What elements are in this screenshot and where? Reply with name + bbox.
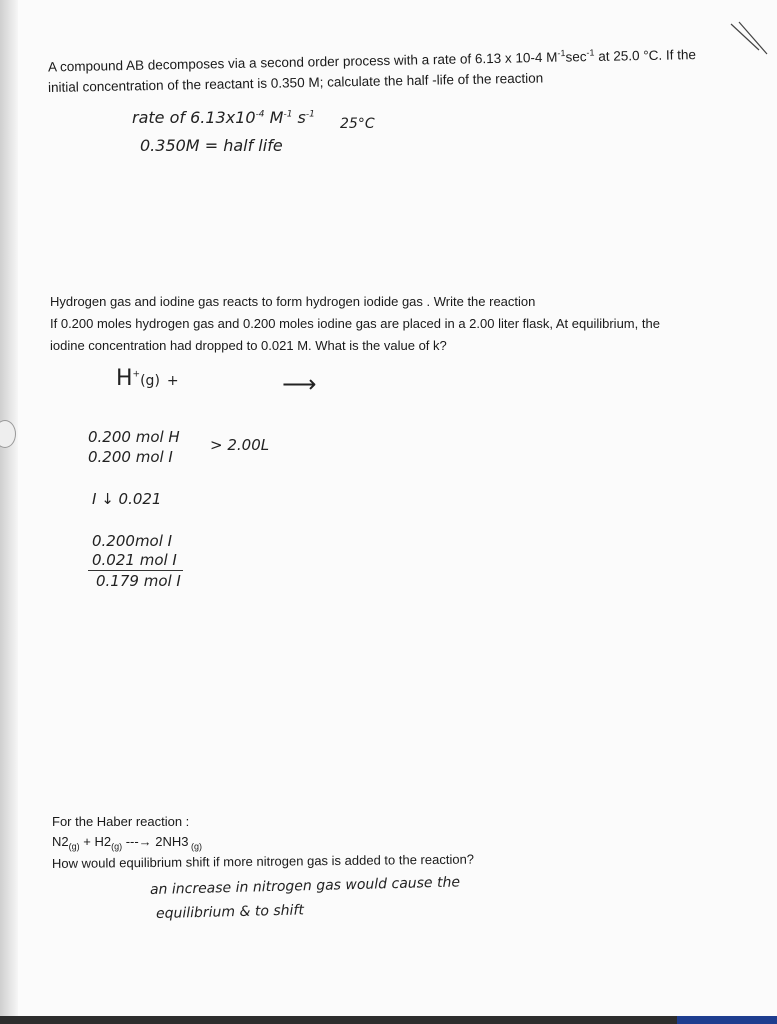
q2-answer-mol-h: 0.200 mol H	[88, 428, 180, 446]
q1-line2: initial concentration of the reactant is 0.350 M; calculate the half -life of the reaction	[47, 70, 544, 95]
q1-answer-rate: rate of $6.13x10^{-4}$ $M^{-1}$ $s^{-1}$	[132, 108, 315, 127]
q2-answer-calc3: 0.179 mol I	[96, 572, 181, 590]
bottom-edge	[0, 1016, 777, 1024]
q2-line2: If 0.200 moles hydrogen gas and 0.200 moles iodine gas are placed in a 2.00 liter flask, At equilibrium, the	[50, 316, 660, 331]
q1-line1: A compound AB decomposes via a second order process with a rate of 6.13 x 10-4 $M^{-1}\sec^{-1}$ at 25.0 °C. If the	[47, 47, 697, 75]
q2-answer-arrow: ⟶	[282, 370, 317, 398]
q3-title: For the Haber reaction :	[52, 814, 190, 829]
q2-answer-i-conc: I ↓ 0.021	[92, 490, 162, 508]
page-shadow	[0, 0, 18, 1024]
q2-answer-mol-i: 0.200 mol I	[88, 448, 173, 466]
q2-line1: Hydrogen gas and iodine gas reacts to form hydrogen iodide gas . Write the reaction	[50, 294, 536, 309]
q1-answer-conc: 0.350M = half life	[140, 136, 283, 155]
q2-answer-volume: > 2.00L	[210, 436, 270, 454]
staple-mark	[729, 20, 769, 60]
q1-answer-temp: 25°C	[340, 116, 375, 132]
q3-equation: $N2_{(g)} + H2_{(g)}$ ---→ 2NH3 $_{(g)}$	[52, 834, 203, 852]
q3-answer-line2: equilibrium & to shift	[155, 902, 305, 922]
q2-answer-calc1: 0.200mol I	[92, 532, 173, 550]
q3-question: How would equilibrium shift if more nitrogen gas is added to the reaction?	[51, 851, 475, 871]
q3-answer-line1: an increase in nitrogen gas would cause the	[149, 874, 461, 898]
q2-answer-reactant: H+(g) +	[116, 366, 179, 391]
q2-line3: iodine concentration had dropped to 0.021 M. What is the value of k?	[50, 338, 447, 353]
q2-answer-calc2: 0.021 mol I	[88, 551, 183, 571]
bottom-corner	[677, 1016, 777, 1024]
